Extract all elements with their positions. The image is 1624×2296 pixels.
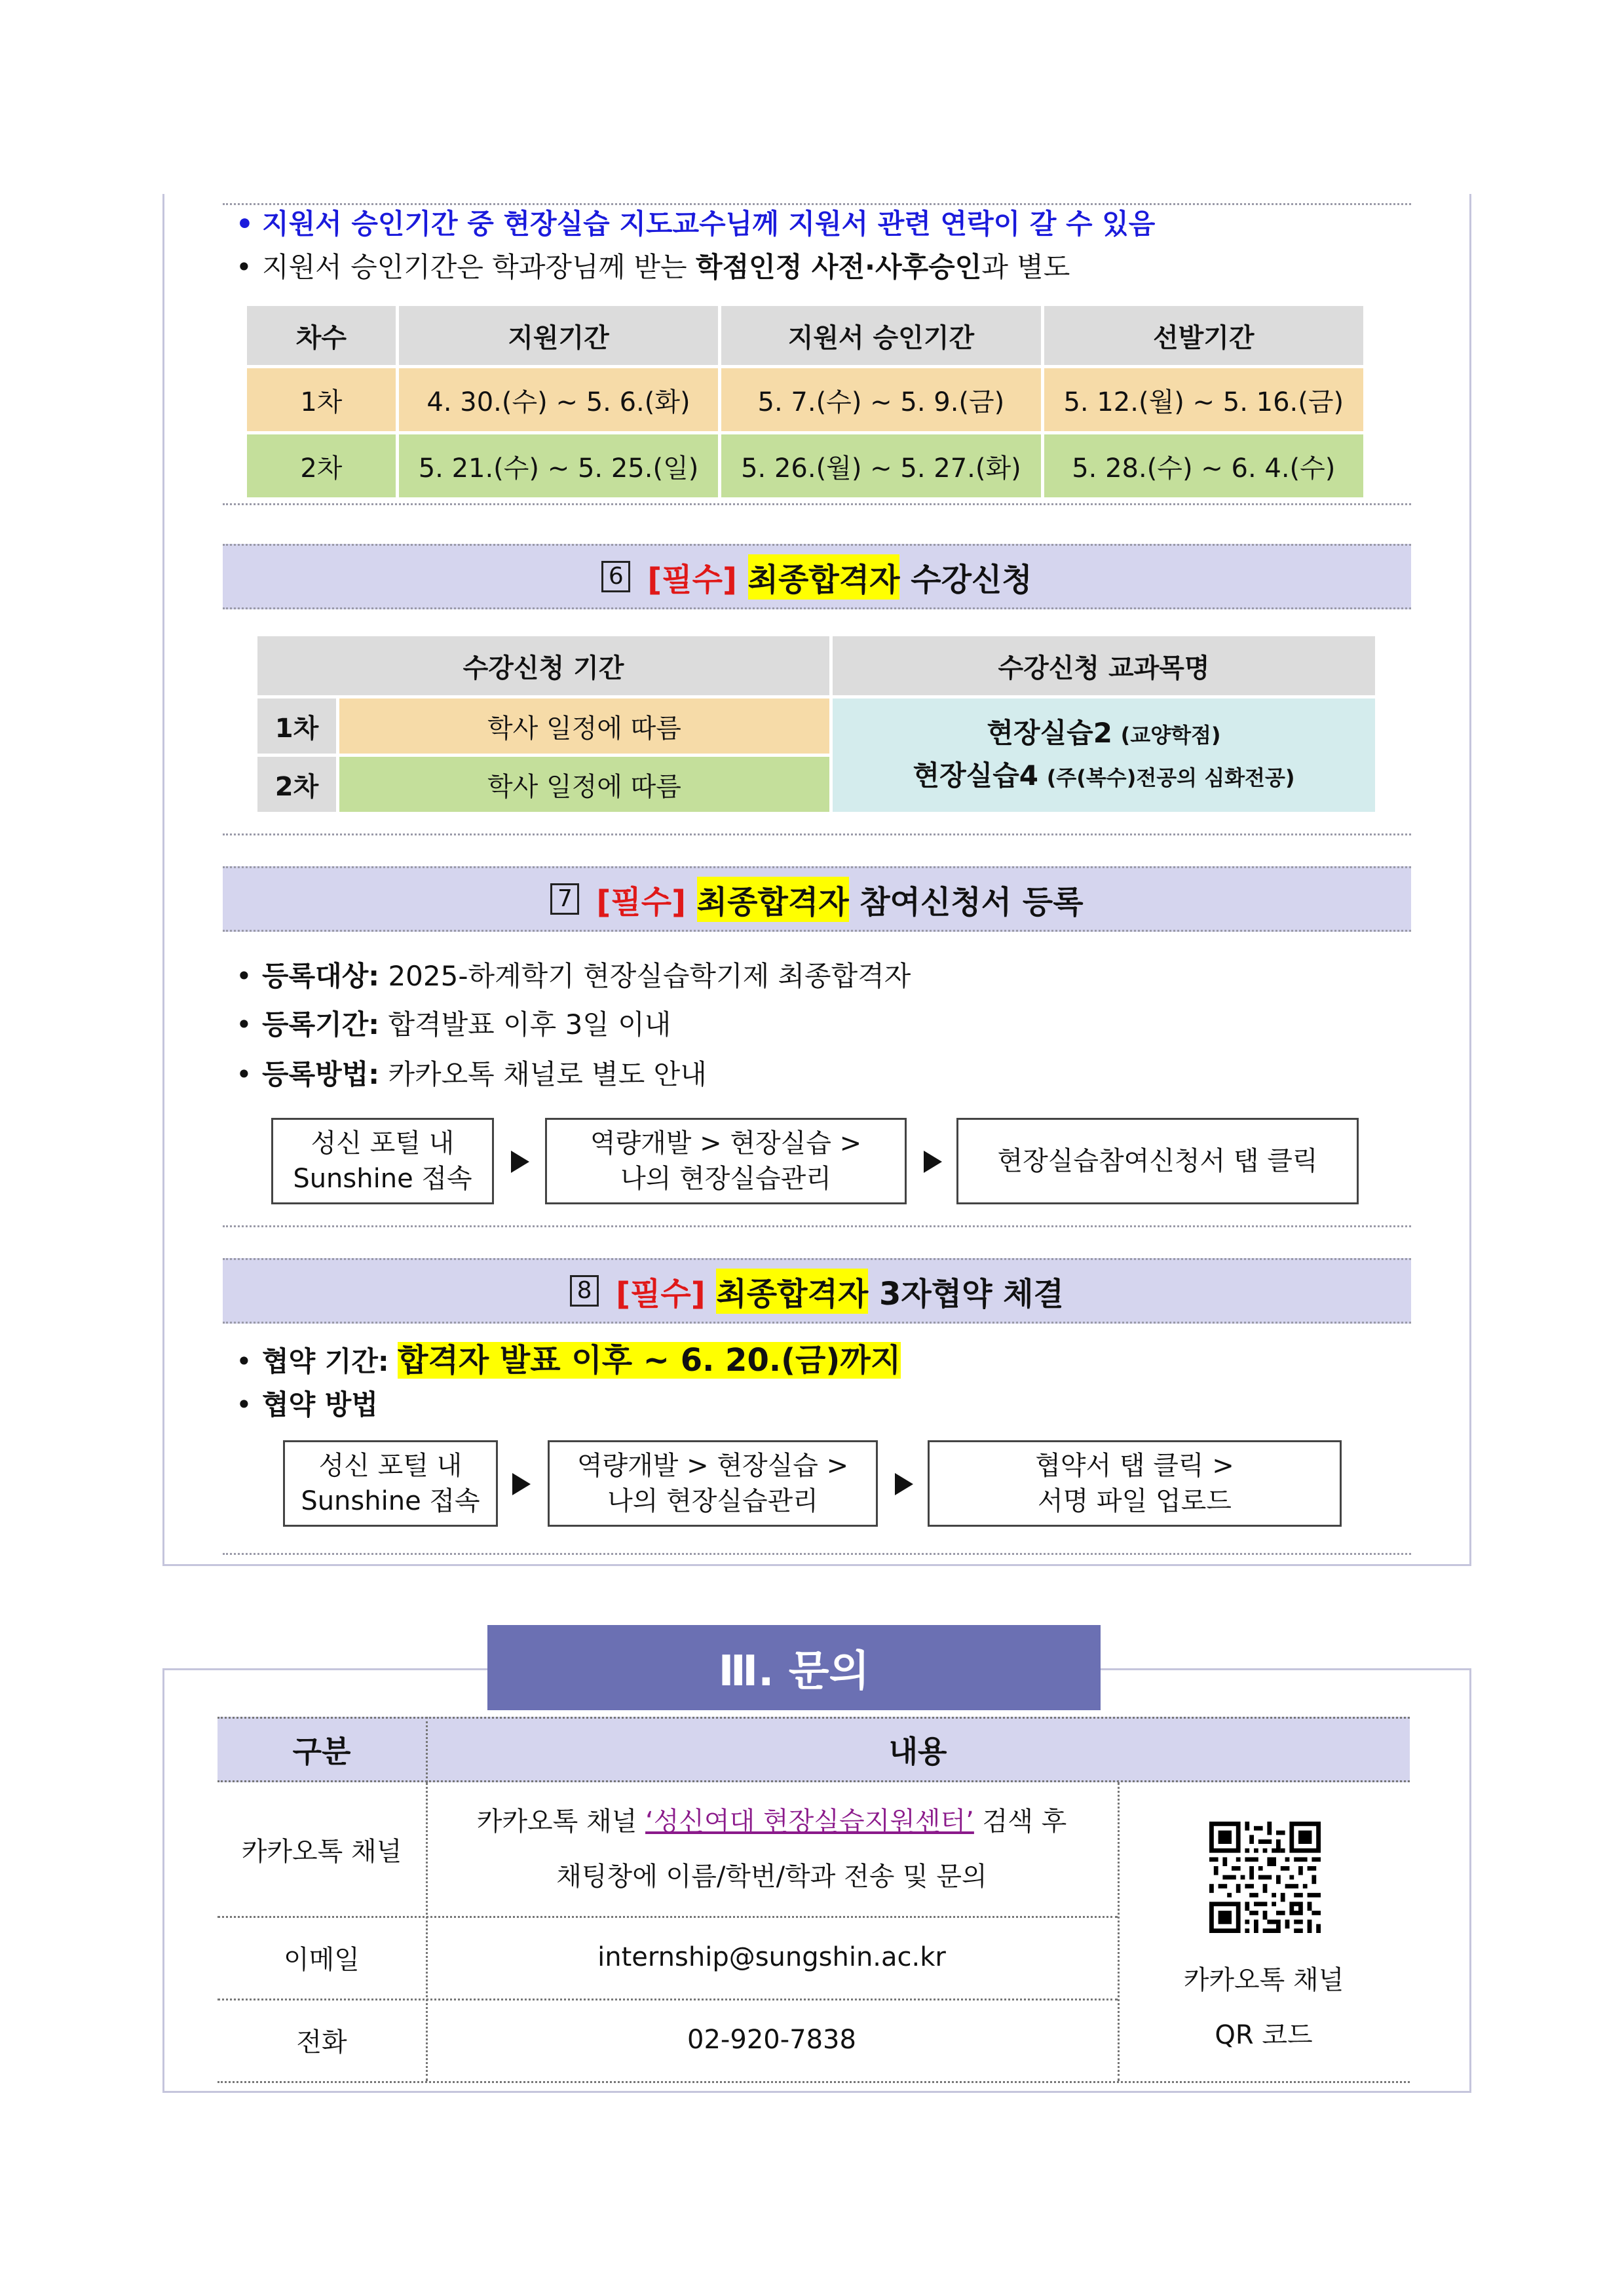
list-item: • 협약 방법	[236, 1388, 378, 1421]
kakao-channel-link[interactable]: ‘성신여대 현장실습지원센터’	[645, 1807, 974, 1837]
inquiry-kakao-content: 카카오톡 채널 ‘성신여대 현장실습지원센터’ 검색 후 채팅창에 이름/학번/학과 전송 및 문의	[476, 1807, 1067, 1892]
section-title: 참여신청서 등록	[859, 883, 1084, 921]
section-number: 6	[601, 561, 630, 592]
highlight-text: 최종합격자	[748, 554, 900, 600]
table-header: 구분	[292, 1734, 351, 1769]
section-header-6	[223, 544, 1411, 609]
list-item: • 협약 기간: 합격자 발표 이후 ~ 6. 20.(금)까지	[236, 1342, 901, 1379]
bullet-contact-note: • 지원서 승인기간 중 현장실습 지도교수님께 지원서 관련 연락이 갈 수 있음	[236, 208, 1156, 240]
arrow-right-icon	[924, 1151, 942, 1173]
arrow-right-icon	[895, 1473, 913, 1495]
inquiry-label-phone: 전화	[296, 2027, 347, 2057]
flow-step-portal: 성신 포털 내 Sunshine 접속	[283, 1440, 498, 1527]
inquiry-label-kakao: 카카오톡 채널	[241, 1836, 402, 1867]
table-cell: 5. 21.(수) ~ 5. 25.(일)	[399, 434, 718, 497]
table-cell: 4. 30.(수) ~ 5. 6.(화)	[399, 368, 718, 431]
flow-step-portal: 성신 포털 내 Sunshine 접속	[271, 1118, 494, 1204]
phone-value[interactable]: 02-920-7838	[687, 2025, 856, 2055]
bullet-approval-note: • 지원서 승인기간은 학과장님께 받는 학점인정 사전·사후승인과 별도	[236, 251, 1070, 283]
flow-step-menu: 역량개발 > 현장실습 > 나의 현장실습관리	[545, 1118, 907, 1204]
application-schedule-table	[244, 303, 1367, 501]
table-header: 차수	[247, 306, 396, 365]
highlight-text: 최종합격자	[716, 1269, 868, 1314]
table-cell: 1차	[257, 698, 336, 754]
table-row	[247, 434, 1363, 497]
required-tag: [필수]	[616, 1275, 706, 1312]
section-title: 3자협약 체결	[878, 1275, 1064, 1312]
highlight-text: 최종합격자	[697, 877, 849, 922]
course-cell: 현장실습2 (교양학점) 현장실습4 (주(복수)전공의 심화전공)	[833, 698, 1375, 812]
list-item: • 등록기간: 합격발표 이후 3일 이내	[236, 1008, 671, 1041]
table-header: 지원서 승인기간	[721, 306, 1040, 365]
section-number: 8	[570, 1275, 599, 1307]
table-header: 선발기간	[1044, 306, 1363, 365]
qr-caption: 카카오톡 채널 QR 코드	[1183, 1965, 1344, 2050]
divider	[223, 833, 1411, 835]
section-header-7	[223, 866, 1411, 932]
table-row	[257, 698, 1375, 754]
table-header: 수강신청 교과목명	[833, 636, 1375, 695]
inquiry-label-email: 이메일	[284, 1944, 360, 1975]
flow-step-tab: 현장실습참여신청서 탭 클릭	[956, 1118, 1359, 1204]
table-cell: 2차	[247, 434, 396, 497]
table-header: 지원기간	[399, 306, 718, 365]
registration-table	[254, 633, 1378, 815]
required-tag: [필수]	[647, 561, 737, 598]
divider	[217, 2081, 1410, 2083]
table-cell: 5. 26.(월) ~ 5. 27.(화)	[721, 434, 1040, 497]
section-number: 7	[550, 883, 579, 915]
table-cell: 5. 7.(수) ~ 5. 9.(금)	[721, 368, 1040, 431]
section-header-8	[223, 1258, 1411, 1324]
table-cell: 5. 12.(월) ~ 5. 16.(금)	[1044, 368, 1363, 431]
table-header: 수강신청 기간	[257, 636, 829, 695]
table-cell: 5. 28.(수) ~ 6. 4.(수)	[1044, 434, 1363, 497]
divider	[223, 1553, 1411, 1555]
table-header: 내용	[888, 1734, 947, 1769]
list-item: • 등록방법: 카카오톡 채널로 별도 안내	[236, 1058, 707, 1090]
divider	[223, 503, 1411, 505]
table-cell: 2차	[257, 757, 336, 812]
arrow-right-icon	[511, 1151, 529, 1173]
divider	[223, 1225, 1411, 1227]
section-title: 수강신청	[911, 561, 1032, 598]
email-value[interactable]: internship@sungshin.ac.kr	[597, 1942, 946, 1972]
table-row	[247, 368, 1363, 431]
required-tag: [필수]	[596, 883, 687, 921]
flow-step-agreement: 협약서 탭 클릭 > 서명 파일 업로드	[928, 1440, 1342, 1527]
table-cell: 학사 일정에 따름	[339, 757, 829, 812]
inquiry-title: Ⅲ. 문의	[487, 1625, 1101, 1710]
table-cell: 1차	[247, 368, 396, 431]
qr-code-icon[interactable]	[1209, 1822, 1321, 1933]
table-cell: 학사 일정에 따름	[339, 698, 829, 754]
arrow-right-icon	[512, 1473, 531, 1495]
flow-step-menu: 역량개발 > 현장실습 > 나의 현장실습관리	[548, 1440, 878, 1527]
list-item: • 등록대상: 2025-하계학기 현장실습학기제 최종합격자	[236, 960, 911, 992]
